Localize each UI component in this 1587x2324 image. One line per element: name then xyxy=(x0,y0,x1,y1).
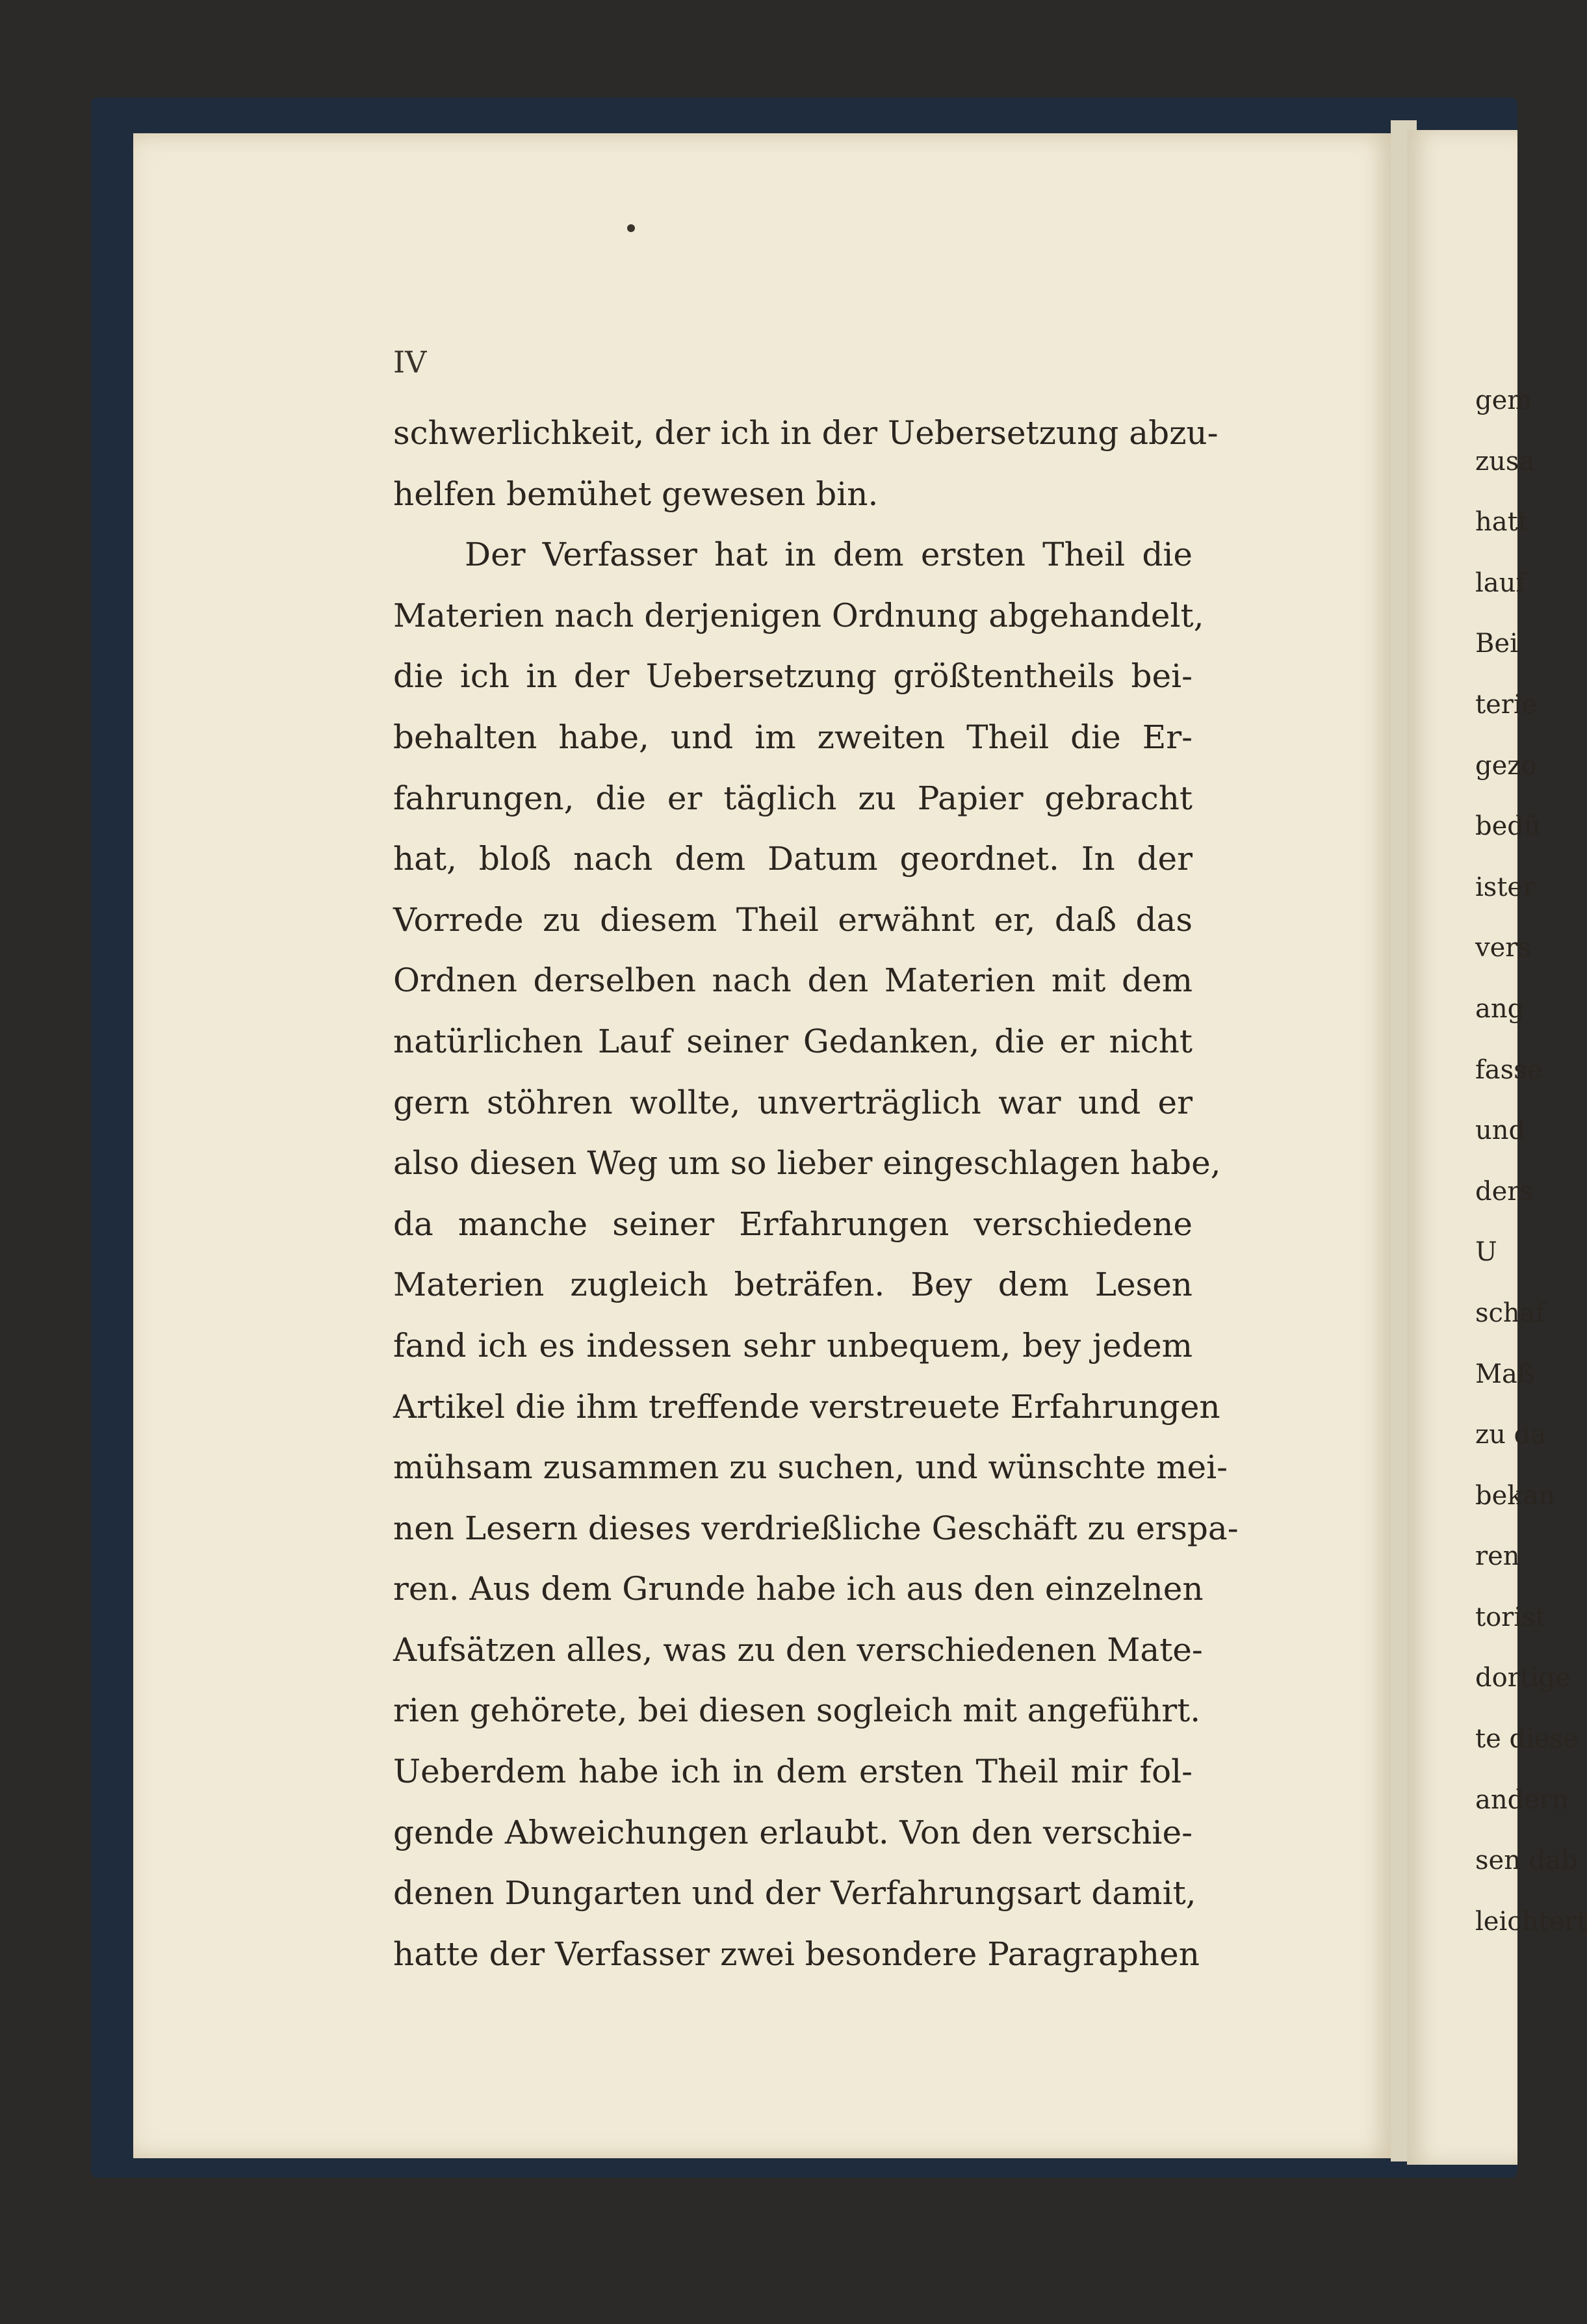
right-page-line: zusa xyxy=(1475,446,1535,477)
text-line: hat, bloß nach dem Datum geordnet. In der xyxy=(393,840,1193,878)
right-page-line: terie xyxy=(1475,689,1538,720)
text-line: rien gehörete, bei diesen sogleich mit angeführt. xyxy=(393,1691,1201,1730)
right-page-line: bedü xyxy=(1475,811,1541,842)
right-page-line: zu da xyxy=(1475,1420,1547,1450)
right-page-line: vers xyxy=(1475,933,1531,963)
text-line: natürlichen Lauf seiner Gedanken, die er nicht xyxy=(393,1022,1193,1060)
right-page-line: fasse xyxy=(1475,1054,1543,1085)
right-page-line: ang xyxy=(1475,993,1525,1024)
right-page-line: te diese xyxy=(1475,1724,1579,1755)
right-page-line: gem xyxy=(1475,385,1532,415)
right-page-line: andern xyxy=(1475,1784,1569,1815)
text-line: Aufsätzen alles, was zu den verschiedenen Mate- xyxy=(393,1630,1203,1669)
right-page-line: ren xyxy=(1475,1541,1520,1572)
body-text xyxy=(393,403,1239,1985)
right-page-line: bekan xyxy=(1475,1480,1556,1511)
text-line: helfen bemühet gewesen bin. xyxy=(393,475,879,513)
ink-dot xyxy=(627,224,635,232)
text-line: Vorrede zu diesem Theil erwähnt er, daß das xyxy=(393,900,1193,939)
right-page-line: Maß xyxy=(1475,1359,1535,1389)
right-page-line: lauf xyxy=(1475,568,1526,598)
text-line: Artikel die ihm treffende verstreuete Erfahrungen xyxy=(393,1387,1220,1426)
text-line: ren. Aus dem Grunde habe ich aus den einzelnen xyxy=(393,1570,1204,1608)
text-line: nen Lesern dieses verdrießliche Geschäft zu erspa- xyxy=(393,1509,1239,1547)
right-page-line: torist xyxy=(1475,1602,1546,1632)
right-page-line: leichtert xyxy=(1475,1906,1587,1937)
text-line: gern stöhren wollte, unverträglich war und er xyxy=(393,1083,1193,1121)
text-line: also diesen Weg um so lieber eingeschlagen habe, xyxy=(393,1144,1221,1182)
text-line: gende Abweichungen erlaubt. Von den verschie- xyxy=(393,1813,1193,1851)
text-line: die ich in der Uebersetzung größtentheils bei- xyxy=(393,657,1193,696)
right-page-line: gezo xyxy=(1475,750,1537,781)
text-line: behalten habe, und im zweiten Theil die Er- xyxy=(393,718,1193,756)
text-line: fahrungen, die er täglich zu Papier gebracht xyxy=(393,779,1193,817)
text-line: hatte der Verfasser zwei besondere Paragraphen xyxy=(393,1935,1200,1973)
right-page-line: schaf xyxy=(1475,1298,1545,1328)
text-line: da manche seiner Erfahrungen verschiedene xyxy=(393,1205,1193,1243)
text-line: Materien nach derjenigen Ordnung abgehandelt, xyxy=(393,596,1204,634)
text-line: Ordnen derselben nach den Materien mit dem xyxy=(393,961,1193,1000)
text-line: Der Verfasser hat in dem ersten Theil die xyxy=(465,536,1193,574)
right-page-line: Bei xyxy=(1475,629,1518,659)
text-line: denen Dungarten und der Verfahrungsart damit, xyxy=(393,1874,1196,1913)
right-page-line: U xyxy=(1475,1237,1497,1268)
right-page-line: ders xyxy=(1475,1176,1533,1207)
right-page-line: dortige xyxy=(1475,1663,1571,1693)
text-line: Ueberdem habe ich in dem ersten Theil mir fol- xyxy=(393,1753,1193,1791)
page-number: IV xyxy=(393,345,427,380)
text-line: mühsam zusammen zu suchen, und wünschte mei- xyxy=(393,1448,1228,1487)
text-line: fand ich es indessen sehr unbequem, bey jedem xyxy=(393,1326,1193,1364)
text-line: Materien zugleich beträfen. Bey dem Lesen xyxy=(393,1266,1193,1304)
right-page-text xyxy=(1475,371,1587,1952)
text-line: schwerlichkeit, der ich in der Uebersetzung abzu- xyxy=(393,414,1219,452)
right-page-line: sen dab xyxy=(1475,1846,1578,1876)
right-page-line: ister xyxy=(1475,872,1536,902)
right-page-line: und xyxy=(1475,1116,1526,1146)
right-page-line: hatt xyxy=(1475,507,1529,538)
